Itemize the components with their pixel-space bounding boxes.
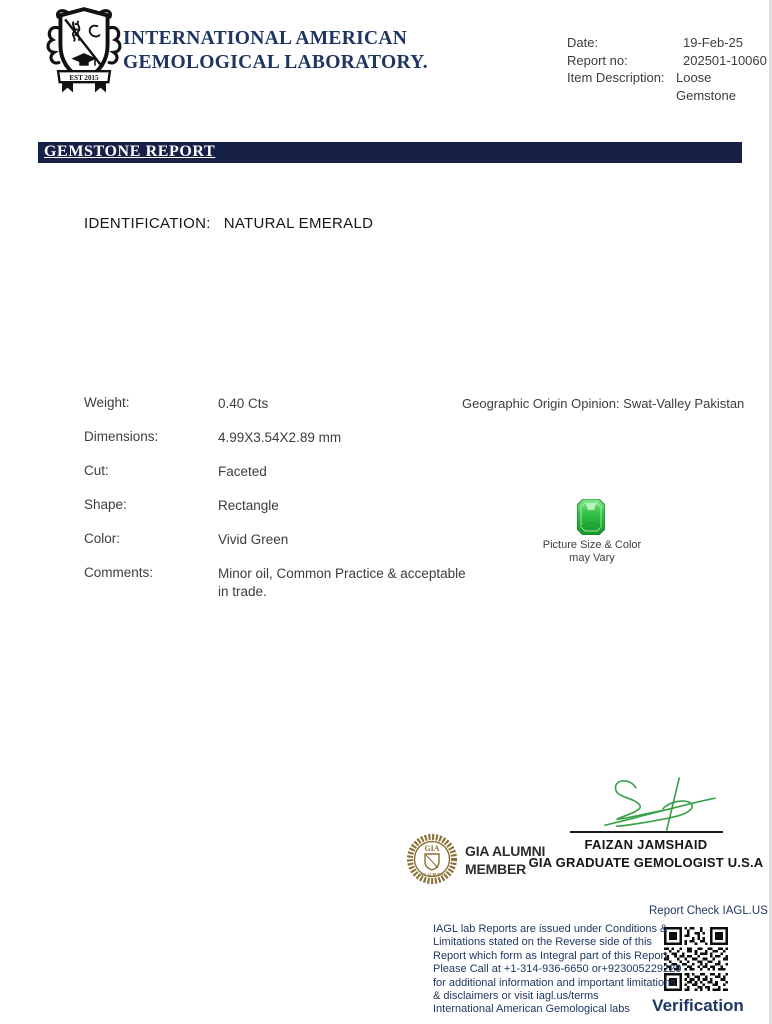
- item-description-value: Loose Gemstone: [675, 70, 736, 103]
- signature-line: [570, 831, 723, 833]
- lab-name-line1: INTERNATIONAL AMERICAN: [123, 28, 408, 49]
- weight-label: Weight:: [84, 395, 130, 410]
- identification-value: NATURAL EMERALD: [223, 215, 374, 232]
- photo-disclaimer: [538, 539, 646, 565]
- item-description-label: Item Description:: [567, 70, 665, 85]
- comments-value: Minor oil, Common Practice & acceptable in trade.: [218, 566, 466, 599]
- verification-label: Verification: [652, 996, 744, 1015]
- report-no-value: 202501-10060: [683, 52, 767, 68]
- color-value: Vivid Green: [218, 532, 289, 547]
- weight-value: 0.40 Cts: [218, 396, 269, 411]
- emerald-photo: [577, 499, 605, 535]
- lab-name-line2: GEMOLOGICAL LABORATORY.: [123, 52, 428, 73]
- dimensions-value: 4.99X3.54X2.89 mm: [218, 430, 342, 445]
- identification-label: IDENTIFICATION:: [84, 215, 211, 232]
- field-row-shape: [84, 497, 468, 515]
- lab-name: [123, 27, 428, 75]
- field-row-dimensions: [84, 429, 468, 447]
- field-row-color: [84, 531, 468, 549]
- disclaimer-line: Report which form as Integral part of this Report.: [433, 949, 671, 962]
- report-title-banner: [38, 142, 742, 163]
- signer-title: GIA GRADUATE GEMOLOGIST U.S.A: [528, 855, 764, 870]
- geographic-origin: Geographic Origin Opinion: Swat-Valley Pakistan: [462, 396, 745, 411]
- disclaimer-line: Limitations stated on the Reverse side of this: [433, 936, 652, 949]
- gia-alumni-member-label: [465, 842, 545, 878]
- meta-date-row: [567, 34, 769, 52]
- identification-line: [84, 215, 373, 232]
- gia-alumni-seal-icon: [406, 831, 458, 887]
- iagl-crest-logo: [44, 6, 124, 94]
- signer-name: FAIZAN JAMSHAID: [584, 837, 708, 852]
- field-row-comments: [84, 565, 468, 600]
- disclaimer-line: for additional information and important limitations: [433, 976, 676, 989]
- cut-value: Faceted: [218, 464, 267, 479]
- gemologist-signature: [593, 776, 723, 832]
- disclaimer-line: International American Gemological labs: [433, 1003, 630, 1016]
- disclaimer-line: & disclaimers or visit iagl.us/terms: [433, 990, 599, 1003]
- report-title: GEMSTONE REPORT: [44, 143, 216, 160]
- disclaimer-line: IAGL lab Reports are issued under Conditions &: [433, 923, 668, 935]
- shape-label: Shape:: [84, 497, 127, 512]
- meta-item-row: [567, 69, 769, 104]
- report-meta: [567, 34, 769, 104]
- meta-report-row: [567, 52, 769, 70]
- report-check-link: Report Check IAGL.US: [649, 905, 768, 917]
- shape-value: Rectangle: [218, 498, 279, 513]
- report-no-label: Report no:: [567, 52, 628, 68]
- dimensions-label: Dimensions:: [84, 429, 159, 444]
- gia-member-line1: GIA ALUMNI: [465, 843, 546, 859]
- date-label: Date:: [567, 35, 599, 50]
- seal-gia-text: GIA: [424, 844, 440, 853]
- conditions-disclaimer: [433, 923, 681, 1017]
- field-row-cut: [84, 463, 468, 481]
- disclaimer-line: Please Call at +1-314-936-6650 or+923005229220: [433, 963, 682, 976]
- photo-disclaimer-line1: Picture Size & Color: [542, 539, 642, 551]
- photo-disclaimer-line2: may Vary: [569, 552, 615, 564]
- field-row-weight: [84, 395, 468, 413]
- cut-label: Cut:: [84, 463, 109, 478]
- gia-member-line2: MEMBER: [465, 861, 527, 877]
- logo-est-text: EST 2015: [69, 73, 99, 82]
- color-label: Color:: [84, 531, 121, 546]
- comments-label: Comments:: [84, 565, 154, 580]
- seal-alumni-text: ALUMNI: [420, 872, 444, 877]
- date-value: 19-Feb-25: [683, 35, 743, 50]
